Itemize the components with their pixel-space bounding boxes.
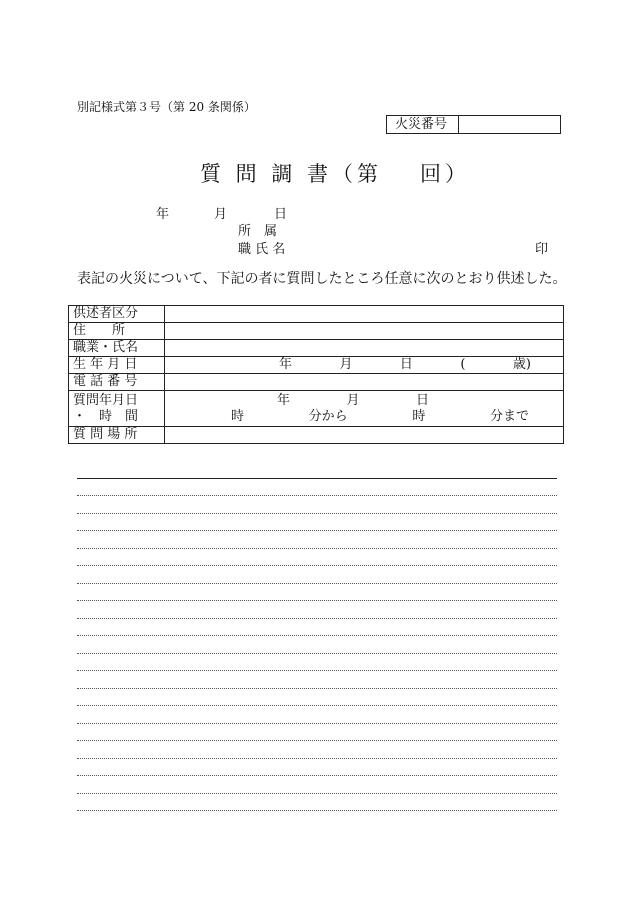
row-value[interactable] [165,374,564,391]
info-table [68,305,564,444]
row-value[interactable] [165,340,564,357]
statement-line [77,548,557,549]
seal-mark: 印 [535,242,549,257]
table-row [69,306,564,323]
birthdate-fields [169,357,559,373]
date-year: 年 [156,207,170,222]
statement-line [77,600,557,601]
statement-line [77,810,557,811]
question-month: 月 [346,392,360,408]
statement-line [77,670,557,671]
statement-line [77,705,557,706]
row-label: 職業・氏名 [69,340,165,357]
row-label-a: 質問年月日 [73,392,139,408]
end-minute: 分まで [489,408,529,424]
fire-number-label: 火災番号 [387,116,459,133]
birth-month: 月 [339,357,353,372]
statement-line [77,635,557,636]
statement-top-rule [77,478,557,479]
statement-line [77,583,557,584]
start-minute: 分から [308,408,348,424]
date-day: 日 [274,207,288,222]
row-value[interactable] [165,357,564,374]
statement-line [77,740,557,741]
end-hour: 時 [412,408,426,424]
table-row [69,340,564,357]
row-value[interactable] [165,306,564,323]
fire-number-box [386,115,561,134]
document-title [200,158,470,188]
row-label: 質 問 場 所 [69,427,165,444]
table-row [69,357,564,374]
question-date-fields [169,393,559,409]
date-month: 月 [214,207,228,222]
statement-line [77,618,557,619]
title-part1: 質 問 調 書（第 [200,162,383,186]
birth-day: 日 [399,357,413,372]
statement-line [77,723,557,724]
statement-line [77,653,557,654]
statement-line [77,688,557,689]
statement-line [77,775,557,776]
statement-line [77,793,557,794]
title-part2: 回） [420,162,471,186]
birth-year: 年 [279,357,293,372]
row-label: 供述者区分 [69,306,165,323]
statement-line [77,758,557,759]
row-label-b: ・ 時 間 [73,408,139,424]
statement-line [77,530,557,531]
fire-number-value[interactable] [459,116,560,133]
row-label: 住 所 [69,323,165,340]
table-row [69,427,564,444]
form-reference: 別記様式第３号（第 20 条関係） [77,100,256,114]
name-label: 職 氏 名 [238,242,286,257]
row-value[interactable] [165,391,564,427]
row-label: 生 年 月 日 [69,357,165,374]
statement-line [77,565,557,566]
row-label [69,391,165,427]
table-row [69,374,564,391]
row-label: 電 話 番 号 [69,374,165,391]
statement-line [77,495,557,496]
table-row [69,391,564,427]
statement-line [77,513,557,514]
question-time-fields [169,409,559,425]
age-open: ( [460,357,466,372]
row-value[interactable] [165,323,564,340]
lead-text: 表記の火災について、下記の者に質問したところ任意に次のとおり供述した。 [77,271,567,287]
start-hour: 時 [231,408,245,424]
row-value[interactable] [165,427,564,444]
affiliation-label: 所 属 [238,224,278,239]
question-day: 日 [415,392,429,408]
table-row [69,323,564,340]
age-close: 歳) [512,357,531,372]
question-year: 年 [277,392,291,408]
statement-area[interactable] [77,478,557,479]
